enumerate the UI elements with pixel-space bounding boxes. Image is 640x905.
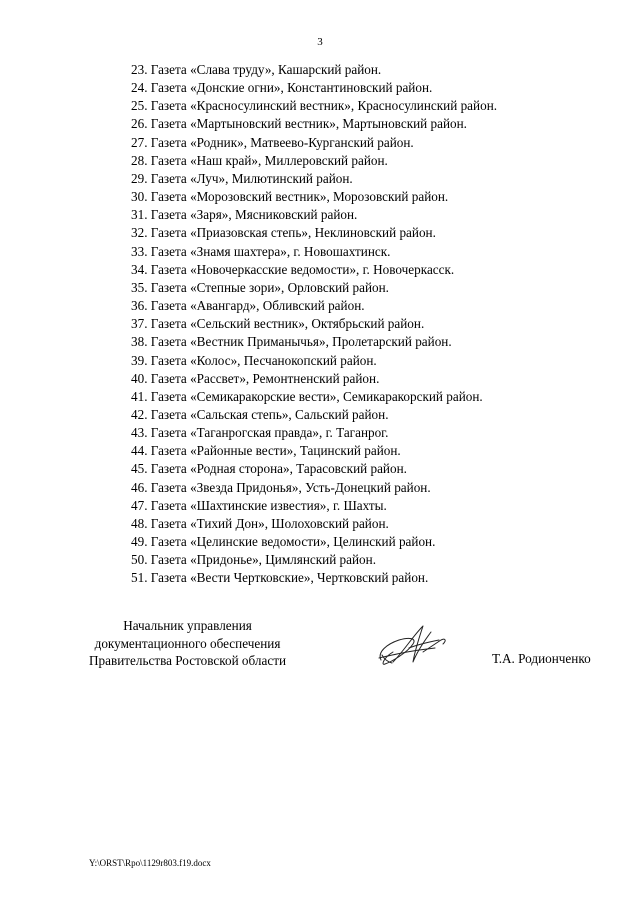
signer-position-line-1: Начальник управления	[123, 618, 252, 633]
list-item: 32. Газета «Приазовская степь», Неклиновский район.	[131, 225, 436, 241]
signer-name: Т.А. Родионченко	[492, 651, 591, 666]
list-item: 33. Газета «Знамя шахтера», г. Новошахтинск.	[131, 243, 391, 259]
list-item: 47. Газета «Шахтинские известия», г. Шахты.	[131, 497, 387, 513]
list-item: 50. Газета «Придонье», Цимлянский район.	[131, 552, 377, 568]
list-item: 44. Газета «Районные вести», Тацинский район.	[131, 443, 401, 459]
list-item: 38. Газета «Вестник Приманычья», Пролетарский район.	[131, 334, 452, 350]
list-item: 27. Газета «Родник», Матвеево-Курганский район.	[131, 134, 414, 150]
list-item: 48. Газета «Тихий Дон», Шолоховский район.	[131, 515, 389, 531]
list-item: 30. Газета «Морозовский вестник», Морозовский район.	[131, 189, 449, 205]
signer-position-line-3: Правительства Ростовской области	[89, 653, 287, 668]
list-item: 39. Газета «Колос», Песчанокопский район.	[131, 352, 377, 368]
list-item: 26. Газета «Мартыновский вестник», Мартыновский район.	[131, 116, 467, 132]
newspaper-list	[131, 61, 497, 588]
list-item: 37. Газета «Сельский вестник», Октябрьский район.	[131, 316, 425, 332]
list-item: 45. Газета «Родная сторона», Тарасовский район.	[131, 461, 407, 477]
list-item: 24. Газета «Донские огни», Константиновский район.	[131, 80, 433, 96]
list-item: 25. Газета «Красносулинский вестник», Красносулинский район.	[131, 98, 498, 114]
handwritten-signature	[373, 622, 465, 670]
list-item: 40. Газета «Рассвет», Ремонтненский район.	[131, 370, 380, 386]
list-item: 49. Газета «Целинские ведомости», Целинский район.	[131, 534, 436, 550]
list-item: 29. Газета «Луч», Милютинский район.	[131, 170, 353, 186]
signer-position	[89, 617, 286, 670]
signer-position-line-2: документационного обеспечения	[94, 635, 281, 651]
list-item: 42. Газета «Сальская степь», Сальский район.	[131, 406, 389, 422]
list-item: 51. Газета «Вести Чертковские», Чертковский район.	[131, 570, 429, 586]
list-item: 41. Газета «Семикаракорские вести», Семикаракорский район.	[131, 388, 483, 404]
list-item: 28. Газета «Наш край», Миллеровский район.	[131, 152, 388, 168]
list-item: 31. Газета «Заря», Мясниковский район.	[131, 207, 358, 223]
page-number: 3	[317, 36, 323, 48]
file-path: Y:\ORST\Rpo\1129r803.f19.docx	[89, 858, 211, 868]
list-item: 35. Газета «Степные зори», Орловский район.	[131, 279, 389, 295]
list-item: 23. Газета «Слава труду», Кашарский район.	[131, 62, 382, 77]
list-item: 36. Газета «Авангард», Обливский район.	[131, 298, 365, 314]
list-item: 34. Газета «Новочеркасские ведомости», г. Новочеркасск.	[131, 261, 455, 277]
list-item: 46. Газета «Звезда Придонья», Усть-Донецкий район.	[131, 479, 431, 495]
list-item: 43. Газета «Таганрогская правда», г. Таганрог.	[131, 425, 389, 441]
